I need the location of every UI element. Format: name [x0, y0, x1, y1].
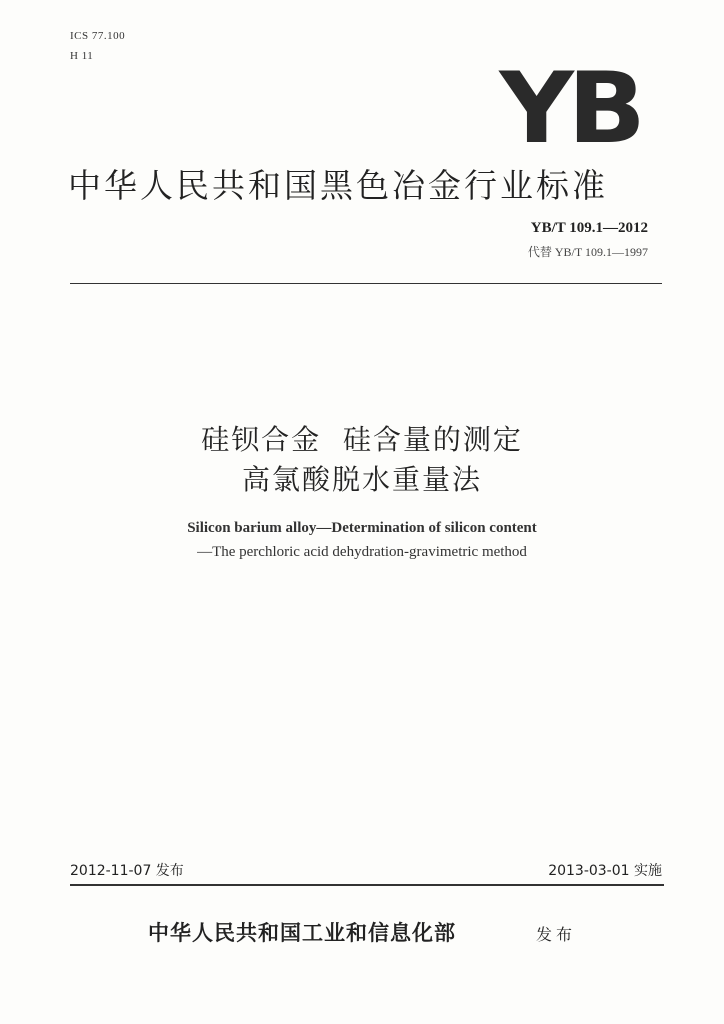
- title-english-line2: —The perchloric acid dehydration-gravimetric method: [197, 544, 527, 560]
- ccs-code: H 11: [70, 50, 94, 62]
- ics-code: ICS 77.100: [70, 30, 126, 42]
- publisher-name: 中华人民共和国工业和信息化部: [148, 920, 456, 945]
- replaces-standard: 代替 YB/T 109.1—1997: [527, 245, 648, 259]
- title-english-line1: Silicon barium alloy—Determination of silicon content: [187, 520, 537, 536]
- issue-date: 2012-11-07 发布: [70, 863, 184, 879]
- publish-label: 发布: [536, 925, 577, 944]
- header-divider: [70, 283, 662, 284]
- yb-logo: YB: [499, 52, 640, 166]
- organization-title: 中华人民共和国黑色冶金行业标准: [68, 166, 608, 205]
- standard-number: YB/T 109.1—2012: [530, 220, 648, 236]
- implementation-date: 2013-03-01 实施: [548, 863, 662, 879]
- title-chinese-line2: 高氯酸脱水重量法: [241, 463, 482, 496]
- footer-divider: [70, 884, 664, 886]
- title-chinese-line1: 硅钡合金 硅含量的测定: [201, 423, 523, 456]
